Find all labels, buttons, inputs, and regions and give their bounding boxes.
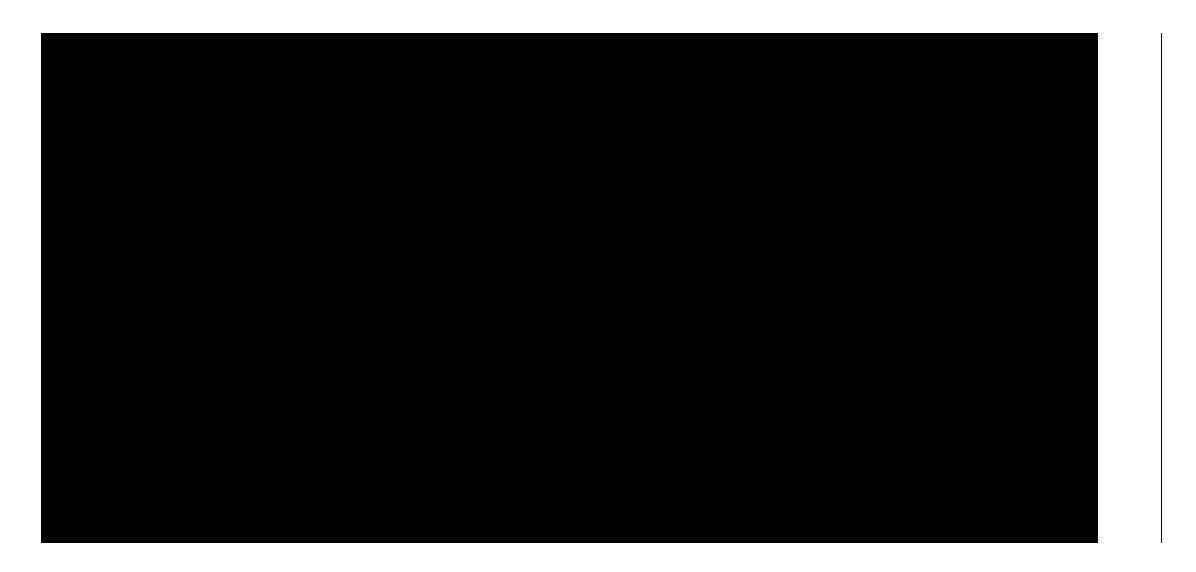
colorbar bbox=[1105, 33, 1162, 543]
x-axis-labels bbox=[41, 546, 1098, 566]
heatmap-grid bbox=[41, 33, 1098, 543]
y-axis-labels bbox=[0, 33, 26, 543]
